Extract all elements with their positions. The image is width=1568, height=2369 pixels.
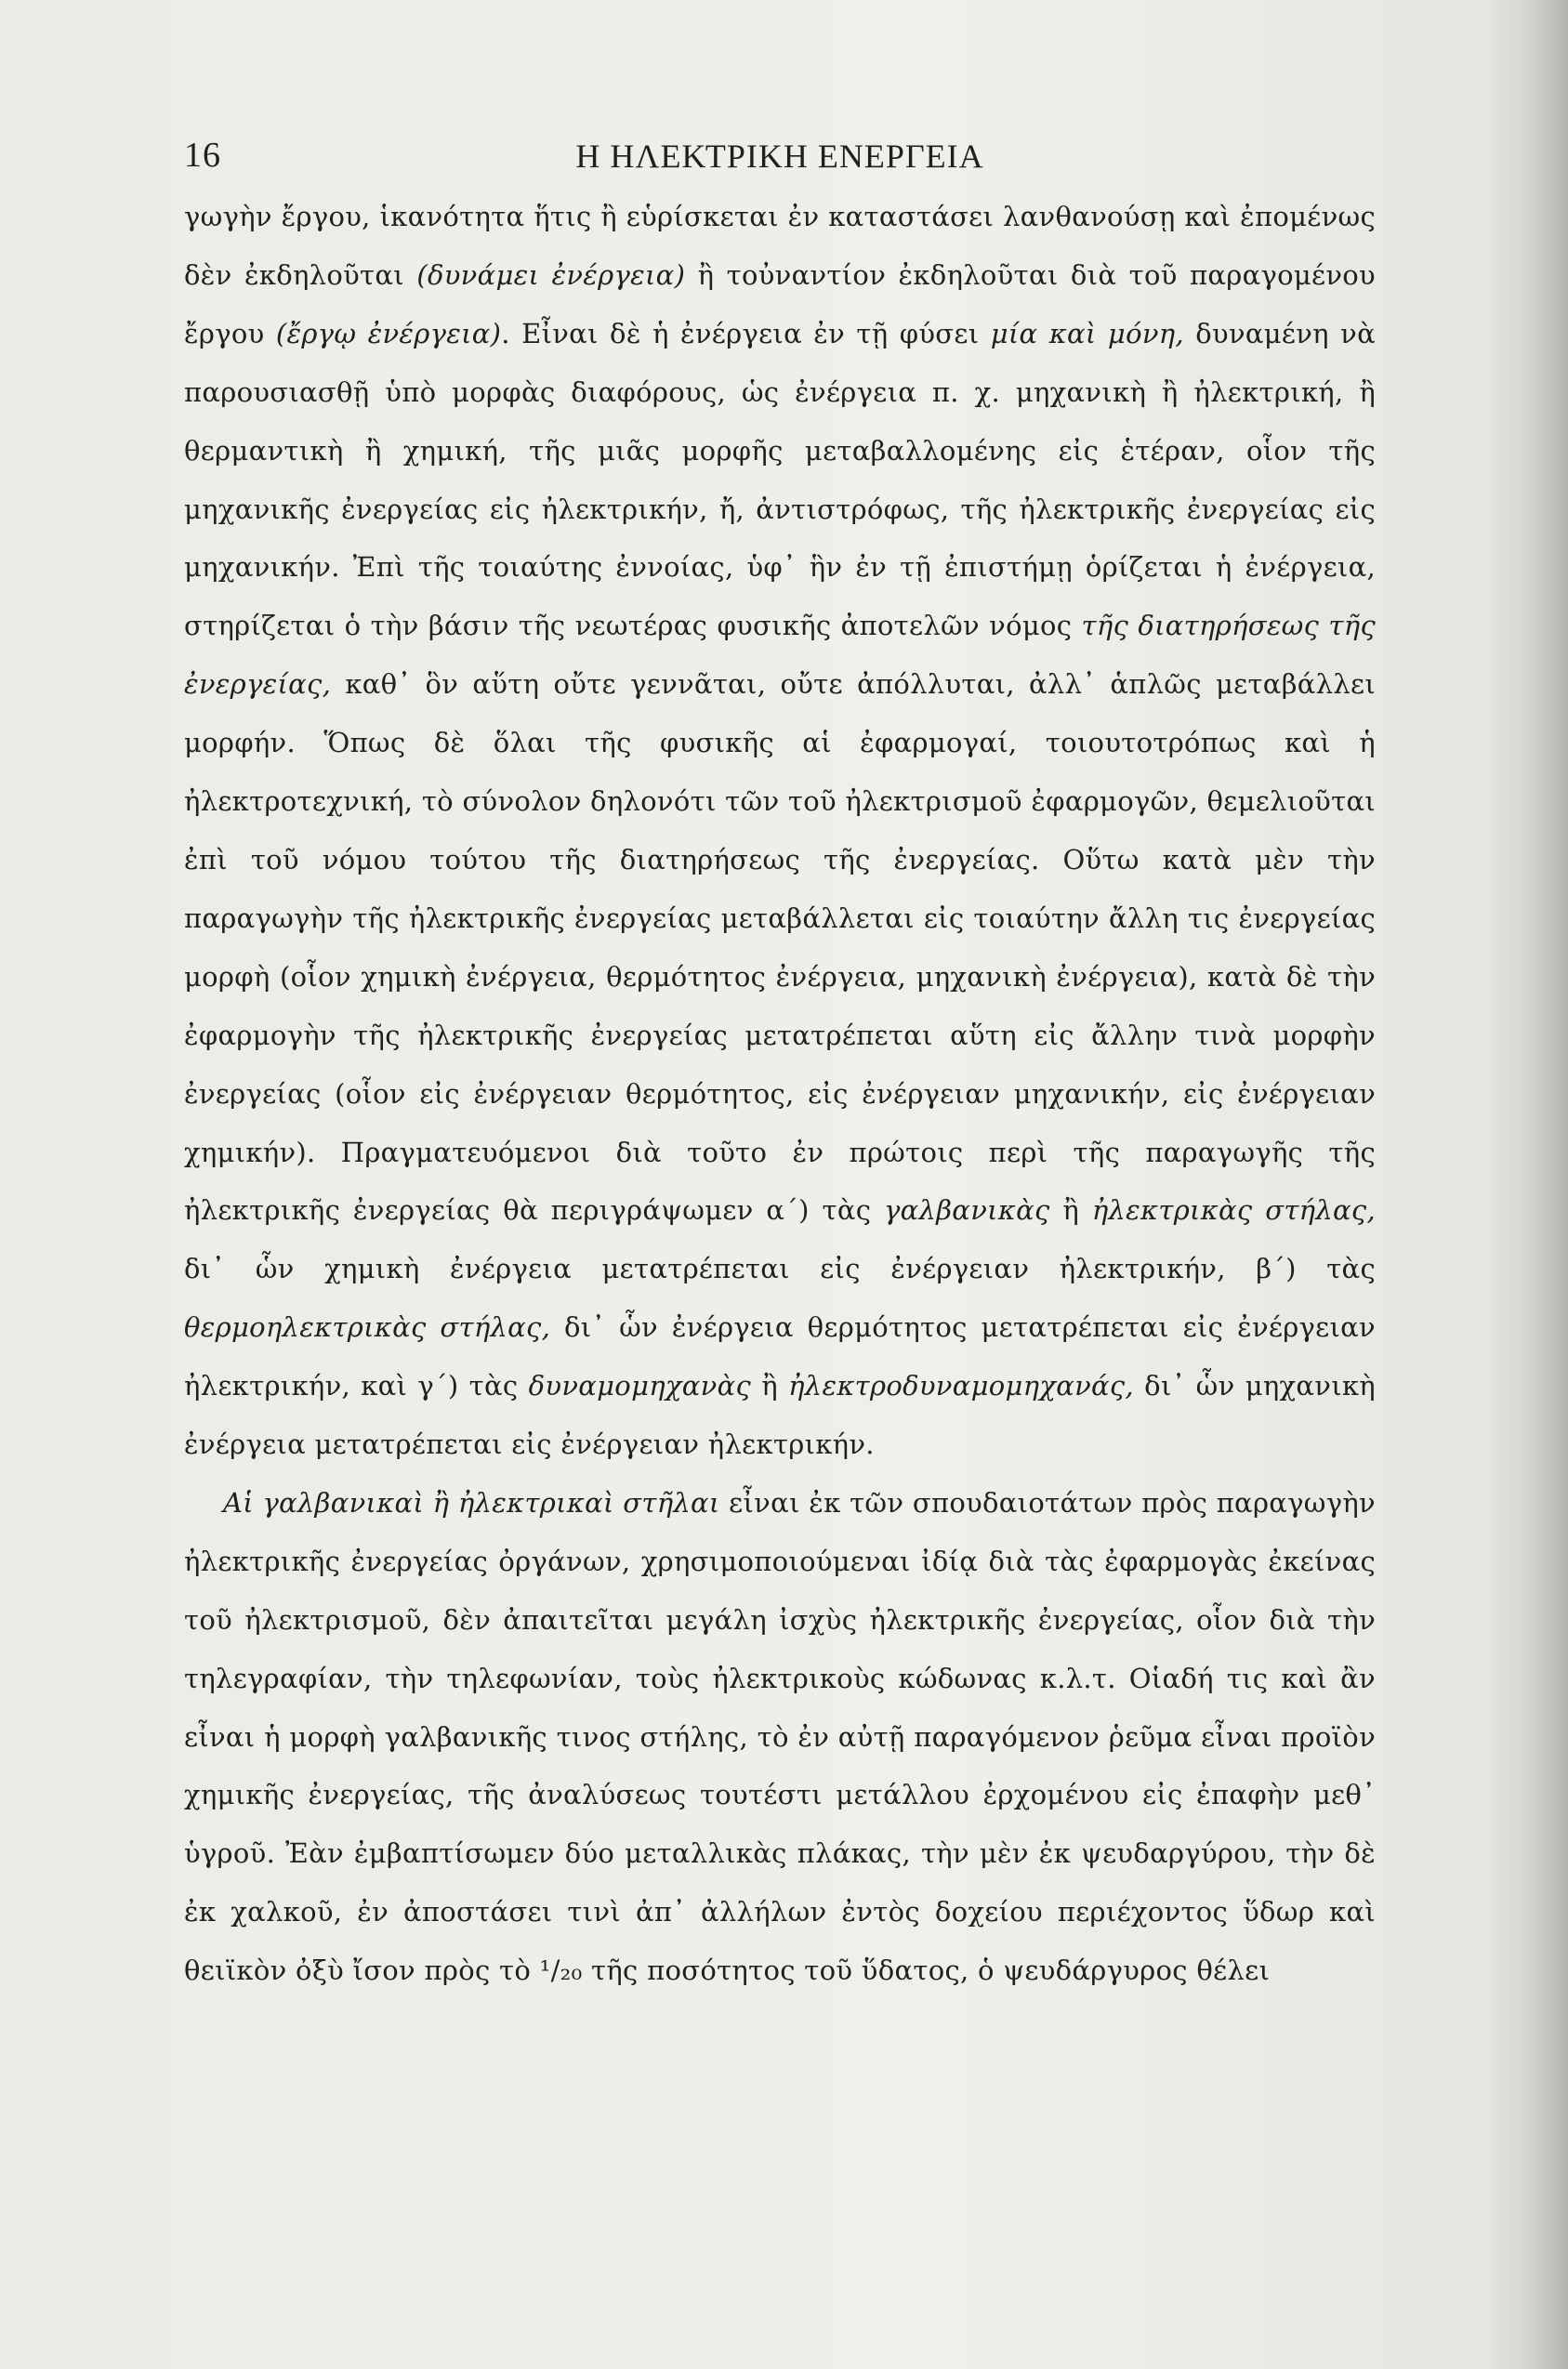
italic-phrase: ἠλεκτροδυναμομηχανάς, (788, 1370, 1134, 1402)
paragraph: Αἱ γαλβανικαὶ ἢ ἠλεκτρικαὶ στῆλαι εἶναι ἐκ τῶν σπουδαιοτάτων πρὸς παραγωγὴν ἠλεκτρικῆς ἐνεργείας ὀργάνων, χρησιμοποιούμεναι ἰδίᾳ διὰ τὰς ἐφαρμογὰς ἐκείνας τοῦ ἠλεκτρισμοῦ, δὲν ἀπαιτεῖται μεγάλη ἰσχὺς ἠλεκτρικῆς ἐνεργείας, οἷον διὰ τὴν τηλεγραφίαν, τὴν τηλεφωνίαν, τοὺς ἠλεκτρικοὺς κώδωνας κ.λ.τ. Οἱαδή τις καὶ ἂν εἶναι ἡ μορφὴ γαλβανικῆς τινος στήλης, τὸ ἐν αὐτῇ παραγόμενον ῥεῦμα εἶναι προϊὸν χημικῆς ἐνεργείας, τῆς ἀναλύσεως τουτέστι μετάλλου ἐρχομένου εἰς ἐπαφὴν μεθ᾽ ὑγροῦ. Ἐὰν ἐμβαπτίσωμεν δύο μεταλλικὰς πλάκας, τὴν μὲν ἐκ ψευδαργύρου, τὴν δὲ ἐκ χαλκοῦ, ἐν ἀποστάσει τινὶ ἀπ᾽ ἀλλήλων ἐντὸς δοχείου περιέχοντος ὕδωρ καὶ θειϊκὸν ὀξὺ ἴσον πρὸς τὸ ¹/₂₀ τῆς ποσότητος τοῦ ὕδατος, ὁ ψευδάργυρος θέλει (184, 1486, 1376, 1987)
body-text (184, 188, 1376, 2325)
italic-phrase: ἠλεκτρικὰς στήλας, (1091, 1194, 1376, 1227)
italic-phrase: (δυνάμει ἐνέργεια) (416, 258, 686, 291)
running-head (184, 135, 1376, 181)
italic-phrase: τῆς διατηρήσεως τῆς ἐνεργείας, (184, 610, 1376, 701)
italic-phrase: (ἔργῳ ἐνέργεια) (275, 317, 502, 349)
italic-phrase: μία καὶ μόνη, (990, 317, 1184, 349)
italic-phrase: θερμοηλεκτρικὰς στήλας, (184, 1311, 551, 1344)
paragraph: γωγὴν ἔργου, ἱκανότητα ἥτις ἢ εὑρίσκεται ἐν καταστάσει λανθανούσῃ καὶ ἐπομένως δὲν ἐκδηλοῦται (δυνάμει ἐνέργεια) ἢ τοὐναντίον ἐκδηλοῦται διὰ τοῦ παραγομένου ἔργου (ἔργῳ ἐνέργεια). Εἶναι δὲ ἡ ἐνέργεια ἐν τῇ φύσει μία καὶ μόνη, δυναμένη νὰ παρουσιασθῇ ὑπὸ μορφὰς διαφόρους, ὡς ἐνέργεια π. χ. μηχανικὴ ἢ ἠλεκτρική, ἢ θερμαντικὴ ἢ χημική, τῆς μιᾶς μορφῆς μεταβαλλομένης εἰς ἑτέραν, οἷον τῆς μηχανικῆς ἐνεργείας εἰς ἠλεκτρικήν, ἤ, ἀντιστρόφως, τῆς ἠλεκτρικῆς ἐνεργείας εἰς μηχανικήν. Ἐπὶ τῆς τοιαύτης ἐννοίας, ὑφ᾽ ἣν ἐν τῇ ἐπιστήμῃ ὁρίζεται ἡ ἐνέργεια, στηρίζεται ὁ τὴν βάσιν τῆς νεωτέρας φυσικῆς ἀποτελῶν νόμος τῆς διατηρήσεως τῆς ἐνεργείας, καθ᾽ ὃν αὕτη οὔτε γεννᾶται, οὔτε ἀπόλλυται, ἀλλ᾽ ἁπλῶς μεταβάλλει μορφήν. Ὅπως δὲ ὅλαι τῆς φυσικῆς αἱ ἐφαρμογαί, τοιουτοτρόπως καὶ ἡ ἠλεκτροτεχνική, τὸ σύνολον δηλονότι τῶν τοῦ ἠλεκτρισμοῦ ἐφαρμογῶν, θεμελιοῦται ἐπὶ τοῦ νόμου τούτου τῆς διατηρήσεως τῆς ἐνεργείας. Οὕτω κατὰ μὲν τὴν παραγωγὴν τῆς ἠλεκτρικῆς ἐνεργείας μεταβάλλεται εἰς τοιαύτην ἄλλη τις ἐνεργείας μορφὴ (οἷον χημικὴ ἐνέργεια, θερμότητος ἐνέργεια, μηχανικὴ ἐνέργεια), κατὰ δὲ τὴν ἐφαρμογὴν τῆς ἠλεκτρικῆς ἐνεργείας μετατρέπεται αὕτη εἰς ἄλλην τινὰ μορφὴν ἐνεργείας (οἷον εἰς ἐνέργειαν θερμότητος, εἰς ἐνέργειαν μηχανικήν, εἰς ἐνέργειαν χημικήν). Πραγματευόμενοι διὰ τοῦτο ἐν πρώτοις περὶ τῆς παραγωγῆς τῆς ἠλεκτρικῆς ἐνεργείας θὰ περιγράψωμεν α´) τὰς γαλβανικὰς ἢ ἠλεκτρικὰς στήλας, δι᾽ ὧν χημικὴ ἐνέργεια μετατρέπεται εἰς ἐνέργειαν ἠλεκτρικήν, β´) τὰς θερμοηλεκτρικὰς στήλας, δι᾽ ὧν ἐνέργεια θερμότητος μετατρέπεται εἰς ἐνέργειαν ἠλεκτρικήν, καὶ γ´) τὰς δυναμομηχανὰς ἢ ἠλεκτροδυναμομηχανάς, δι᾽ ὧν μηχανικὴ ἐνέργεια μετατρέπεται εἰς ἐνέργειαν ἠλεκτρικήν. (184, 201, 1376, 1461)
page-spine-shadow (1484, 0, 1568, 2369)
italic-phrase: δυναμομηχανὰς (528, 1370, 751, 1402)
italic-phrase: γαλβανικὰς (884, 1194, 1050, 1227)
page-number: 16 (184, 136, 221, 175)
italic-phrase: Αἱ γαλβανικαὶ ἢ ἠλεκτρικαὶ στῆλαι (223, 1486, 720, 1519)
running-title: Η ΗΛΕΚΤΡΙΚΗ ΕΝΕΡΓΕΙΑ (575, 138, 984, 175)
